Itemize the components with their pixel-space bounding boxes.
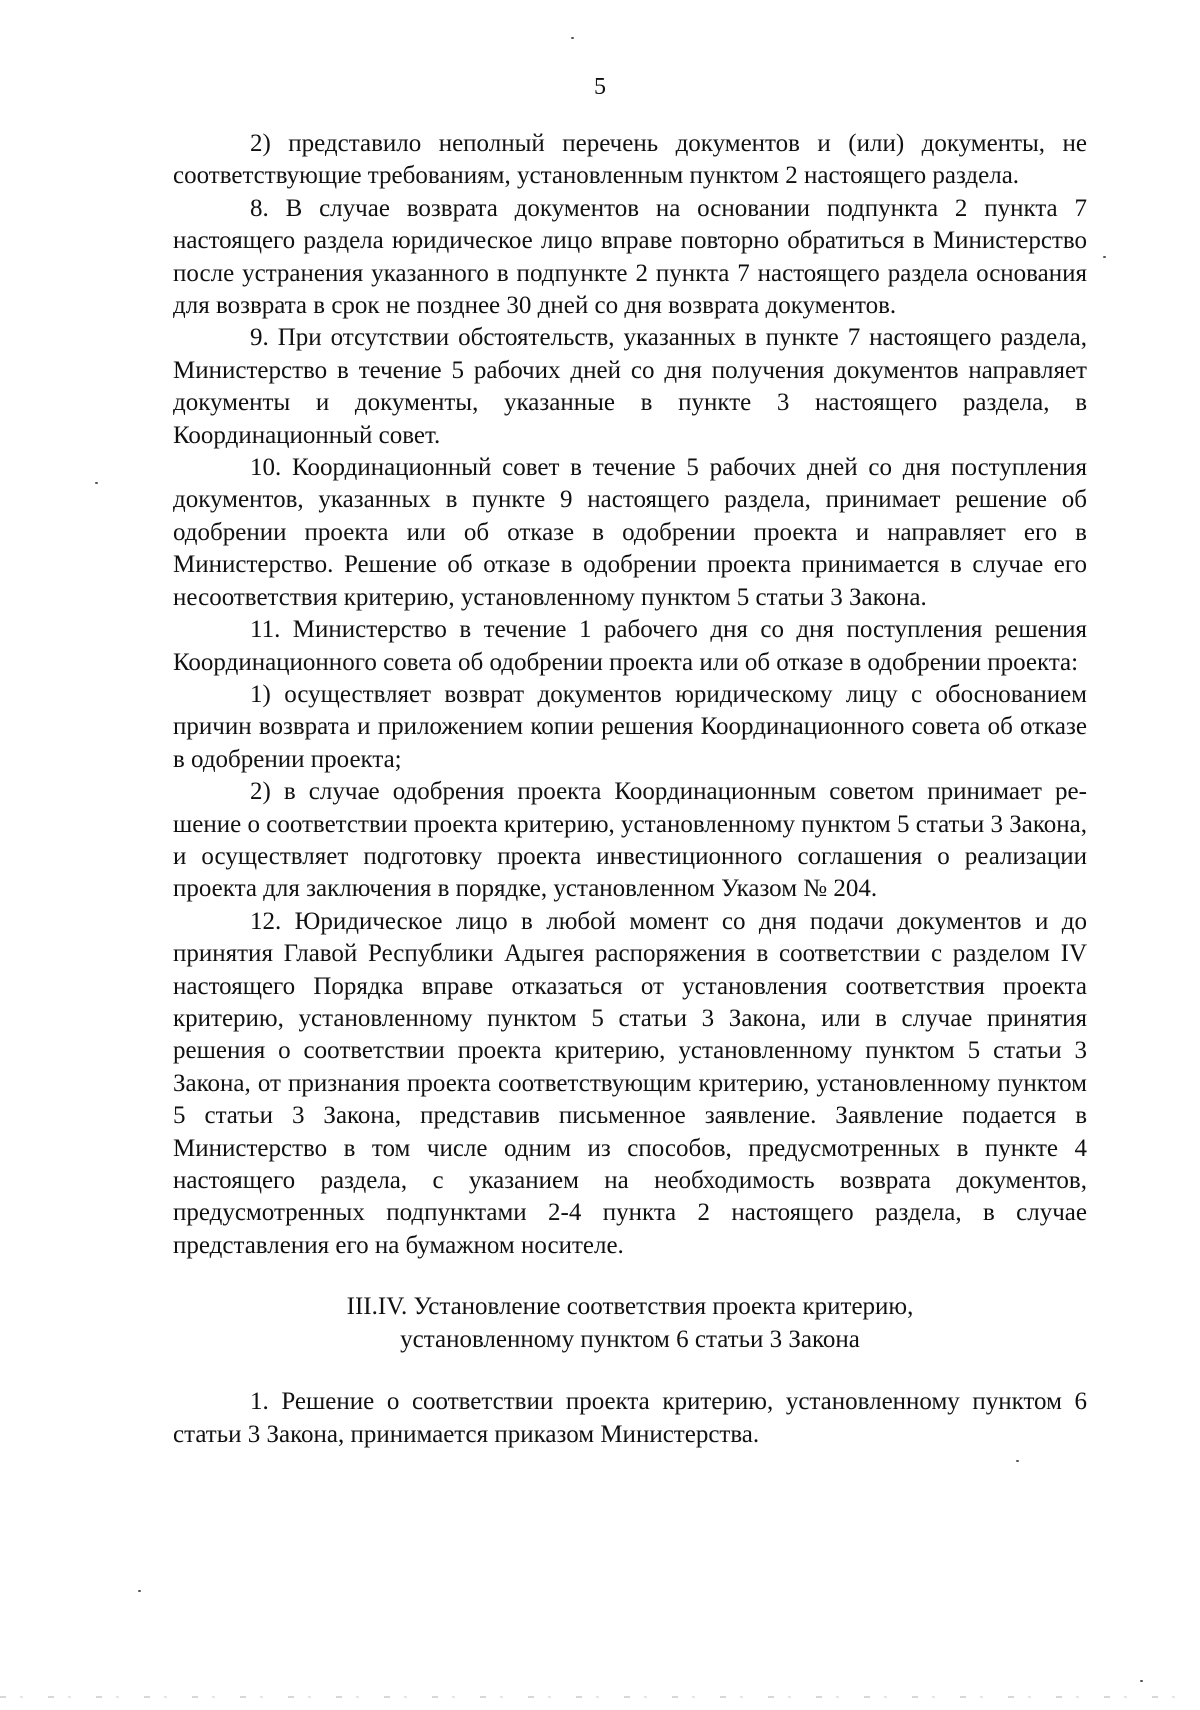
document-body — [173, 128, 1087, 1451]
paragraph-11: 11. Министерство в течение 1 рабочего дня со дня поступления решения Координационного совета об одобрении проекта или об отказе в одобрении проекта: — [173, 616, 1087, 676]
page-number: 5 — [594, 74, 606, 100]
paragraph-12: 12. Юридическое лицо в любой момент со дня подачи документов и до принятия Главой Республики Адыгея распоряжения в соответствии с разделом IV настоящего Порядка вправе отказаться от установления соответствия проекта критерию, установленному пунктом 5 статьи 3 Закона, или в случае принятия решения о соответствии проекта критерию, установленному пунктом 5 статьи 3 Закона, от признания проекта соответствующим критерию, установленному пунктом 5 статьи 3 Закона, представив письменное заявление. Заявление подается в Министерство в том числе одним из способов, предусмотренных в пункте 4 настоящего раздела, с указанием на необходимость возврата документов, предусмотренных подпунктами 2-4 пункта 2 настоящего раздела, в случае представления его на бумажном носителе. — [173, 907, 1087, 1259]
paragraph-11-subpoint-1: 1) осуществляет возврат документов юридическому лицу с обоснованием причин возврата и приложением копии решения Координационного совета об отказе в одобрении проекта; — [173, 680, 1087, 773]
scan-speck — [95, 482, 98, 484]
section-heading-line-1: III.IV. Установление соответствия проекта критерию, — [346, 1293, 914, 1321]
section-heading — [173, 1290, 1087, 1356]
paragraph-9: 9. При отсутствии обстоятельств, указанных в пункте 7 настоящего раздела, Министерство в течение 5 рабочих дней со дня получения документов направляет документы и документы, указанные в пункте 3 настоящего раздела, в Координационный совет. — [173, 324, 1087, 449]
scan-edge-noise — [0, 1696, 1200, 1698]
paragraph-item-2-subpoint: 2) представило неполный перечень документов и (или) документы, не соответствующие требованиям, установленным пунктом 2 настоящего раздела. — [173, 130, 1087, 190]
scan-speck — [1140, 1680, 1143, 1682]
scan-speck — [1016, 1460, 1019, 1462]
paragraph-11-subpoint-2: 2) в случае одобрения проекта Координационным советом принимает решение о соответствии проекта критерию, установленному пунктом 5 статьи 3 Закона, и осуществляет подготовку проекта инвестиционного соглашения о реализации проекта для заключения в порядке, установленном Указом № 204. — [173, 778, 1087, 903]
paragraph-10: 10. Координационный совет в течение 5 рабочих дней со дня поступления документов, указанных в пункте 9 настоящего раздела, принимает решение об одобрении проекта или об отказе в одобрении проекта и направляет его в Министерство. Решение об отказе в одобрении проекта принимается в случае его несоответствия критерию, установленному пунктом 5 статьи 3 Закона. — [173, 454, 1087, 611]
paragraph-8: 8. В случае возврата документов на основании подпункта 2 пункта 7 настоящего раздела юридическое лицо вправе повторно обратиться в Министерство после устранения указанного в подпункте 2 пункта 7 настоящего раздела основания для возврата в срок не позднее 30 дней со дня возврата документов. — [173, 194, 1087, 320]
scan-speck — [571, 37, 574, 39]
scan-speck — [138, 1590, 141, 1592]
scan-speck — [1103, 256, 1106, 258]
section-heading-line-2: установленному пунктом 6 статьи 3 Закона — [400, 1326, 860, 1354]
section-paragraph-1: 1. Решение о соответствии проекта критерию, установленному пунктом 6 статьи 3 Закона, принимается приказом Министерства. — [173, 1388, 1087, 1448]
